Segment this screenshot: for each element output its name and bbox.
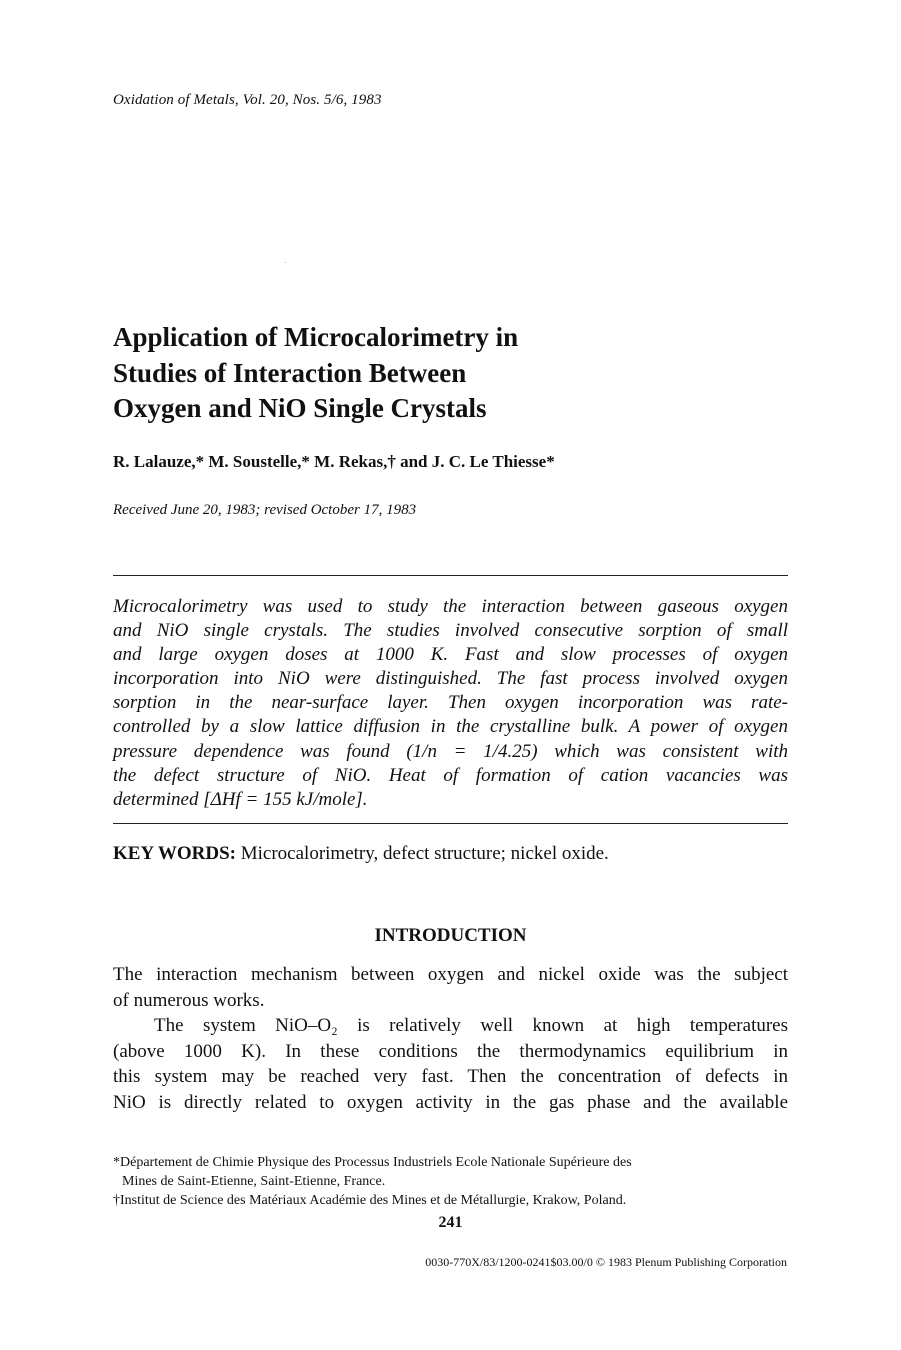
- abstract-line: determined [ΔHf = 155 kJ/mole].: [113, 788, 368, 810]
- body-line: NiO is directly related to oxygen activity in the gas phase and the available: [113, 1091, 788, 1113]
- page-number: 241: [438, 1214, 463, 1231]
- copyright-line: 0030-770X/83/1200-0241$03.00/0 © 1983 Plenum Publishing Corporation: [425, 1255, 787, 1269]
- keywords: [113, 843, 609, 865]
- abstract-top-rule: [113, 575, 788, 576]
- keywords-label: KEY WORDS:: [113, 843, 236, 864]
- title-line: Oxygen and NiO Single Crystals: [113, 393, 487, 423]
- author-list: R. Lalauze,* M. Soustelle,* M. Rekas,† and J. C. Le Thiesse*: [113, 452, 555, 471]
- abstract-line: and large oxygen doses at 1000 K. Fast and slow processes of oxygen: [113, 644, 788, 666]
- abstract-line: sorption in the near-surface layer. Then oxygen incorporation was rate-: [113, 692, 788, 714]
- body-line: of numerous works.: [113, 989, 265, 1011]
- body-line: (above 1000 K). In these conditions the thermodynamics equilibrium in: [113, 1040, 788, 1062]
- received-dates: Received June 20, 1983; revised October 17, 1983: [113, 502, 417, 518]
- abstract-line: controlled by a slow lattice diffusion in the crystalline bulk. A power of oxygen: [113, 716, 788, 738]
- body-line: The system NiO–O₂ is relatively well known at high temperatures: [154, 1015, 788, 1037]
- footnote-affiliation-continued: Mines de Saint-Etienne, Saint-Etienne, France.: [122, 1174, 386, 1189]
- abstract-line: Microcalorimetry was used to study the interaction between gaseous oxygen: [113, 596, 788, 617]
- title-line: Application of Microcalorimetry in: [113, 322, 519, 352]
- introduction-body: [113, 962, 788, 1116]
- section-heading-introduction: INTRODUCTION: [374, 925, 527, 946]
- keywords-text: Microcalorimetry, defect structure; nickel oxide.: [240, 843, 609, 864]
- abstract-line: the defect structure of NiO. Heat of formation of cation vacancies was: [113, 764, 788, 786]
- abstract-line: pressure dependence was found (1/n = 1/4.25) which was consistent with: [113, 740, 788, 762]
- abstract-line: incorporation into NiO were distinguished. The fast process involved oxygen: [113, 668, 788, 690]
- abstract: [113, 595, 788, 812]
- footnote-affiliation: †Institut de Science des Matériaux Académie des Mines et de Métallurgie, Krakow, Poland.: [113, 1193, 627, 1208]
- body-line: this system may be reached very fast. Then the concentration of defects in: [113, 1066, 788, 1088]
- body-line: The interaction mechanism between oxygen and nickel oxide was the subject: [113, 964, 788, 985]
- abstract-line: and NiO single crystals. The studies involved consecutive sorption of small: [113, 620, 788, 642]
- abstract-bottom-rule: [113, 823, 788, 824]
- paper-title: [113, 320, 753, 427]
- footnote-affiliation: *Département de Chimie Physique des Processus Industriels Ecole Nationale Supérieure des: [113, 1155, 632, 1170]
- journal-citation: Oxidation of Metals, Vol. 20, Nos. 5/6, 1983: [113, 92, 382, 108]
- footnotes: [113, 1153, 793, 1210]
- title-line: Studies of Interaction Between: [113, 357, 467, 388]
- scan-speck: [285, 262, 286, 263]
